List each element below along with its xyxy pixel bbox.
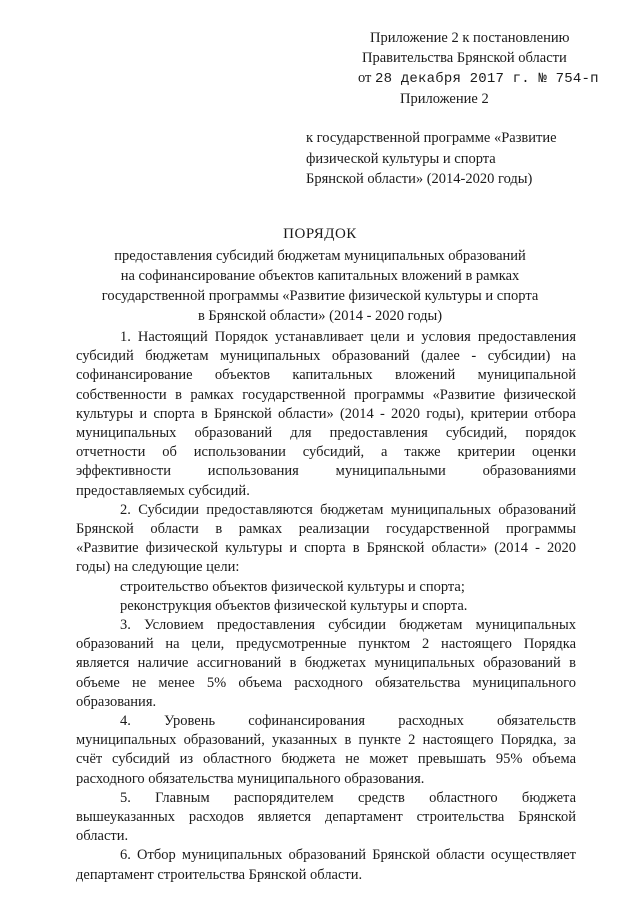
paragraph-2 [76,501,576,616]
p3-line-4: объеме не менее 5% объема расходного обязательства муниципального [76,674,576,691]
p1-line-2: субсидий бюджетам муниципальных образований (далее - субсидии) на [76,348,576,365]
paragraph-4 [76,712,576,789]
p1-line-7: отчетности об использовании субсидий, а также критерии оценки [76,444,576,461]
header-date-number: 28 декабря 2017 г. № 754-п [375,71,599,87]
p2-item-reconstruction: реконструкция объектов физической культуры и спорта. [120,597,468,614]
p2-line-2: Брянской области в рамках реализации государственной программы [76,521,576,538]
title-line-4: в Брянской области» (2014 - 2020 годы) [197,308,443,324]
header-date-prefix: от [358,70,376,86]
p4-line-3: счёт субсидий из областного бюджета не может превышать 95% объема [76,751,576,768]
p4-line-4: расходного обязательства муниципального образования. [76,770,425,787]
p3-line-2: образований на цели, предусмотренные пунктом 2 настоящего Порядка [76,636,576,653]
header-line-1: Приложение 2 к постановлению [370,30,570,46]
p1-line-8: эффективности использования муниципальными образованиями [76,463,576,480]
p3-line-3: является наличие ассигнований в бюджетах муниципальных образований в [76,655,576,672]
paragraph-1 [76,328,576,501]
p6-line-1: 6. Отбор муниципальных образований Брянской области осуществляет [120,847,576,864]
title-line-1: предоставления субсидий бюджетам муниципальных образований [114,248,526,264]
p5-line-3: области. [76,828,129,845]
p3-line-1: 3. Условием предоставления субсидии бюджетам муниципальных [120,617,576,634]
p1-line-5: культуры и спорта в Брянской области» (2014 - 2020 годы), критерии отбора [76,405,576,422]
appendix-line-3: Брянской области» (2014-2020 годы) [306,171,533,187]
header-line-2: Правительства Брянской области [362,50,567,66]
p2-item-construction: строительство объектов физической культуры и спорта; [120,578,465,595]
paragraph-5 [76,789,576,847]
p1-line-4: собственности в рамках государственной программы «Развитие физической [76,386,576,403]
appendix-line-1: к государственной программе «Развитие [306,130,557,146]
header-line-3 [352,68,612,89]
p4-line-2: муниципальных образований, указанных в пункте 2 настоящего Порядка, за [76,732,576,749]
p2-line-4: годы) на следующие цели: [76,559,240,576]
p1-line-3: софинансирование объектов капитальных вложений муниципальной [76,367,576,384]
resolution-header [352,28,612,109]
p2-line-3: «Развитие физической культуры и спорта в Брянской области» (2014 - 2020 [76,540,576,557]
document-body [76,328,576,885]
p1-line-6: муниципальных образований для предоставления субсидий, порядок [76,425,576,442]
title-line-2: на софинансирование объектов капитальных вложений в рамках [120,268,520,284]
p5-line-1: 5. Главным распорядителем средств областного бюджета [120,789,576,806]
p2-line-1: 2. Субсидии предоставляются бюджетам муниципальных образований [120,501,576,518]
paragraph-3 [76,616,576,712]
p6-line-2: департамент строительства Брянской области. [76,866,363,883]
appendix-line-2: физической культуры и спорта [306,150,496,167]
document-title [60,224,580,326]
p3-line-5: образования. [76,693,157,710]
paragraph-6 [76,846,576,884]
title-line-3: государственной программы «Развитие физической культуры и спорта [101,288,539,304]
title-main: ПОРЯДОК [283,226,357,242]
p4-line-1: 4. Уровень софинансирования расходных обязательств [120,713,576,730]
appendix-reference [306,128,606,190]
p1-line-9: предоставляемых субсидий. [76,482,250,499]
p5-line-2: вышеуказанных расходов является департамент строительства Брянской [76,809,576,826]
header-line-4: Приложение 2 [400,91,489,107]
p1-line-1: 1. Настоящий Порядок устанавливает цели и условия предоставления [120,329,576,345]
